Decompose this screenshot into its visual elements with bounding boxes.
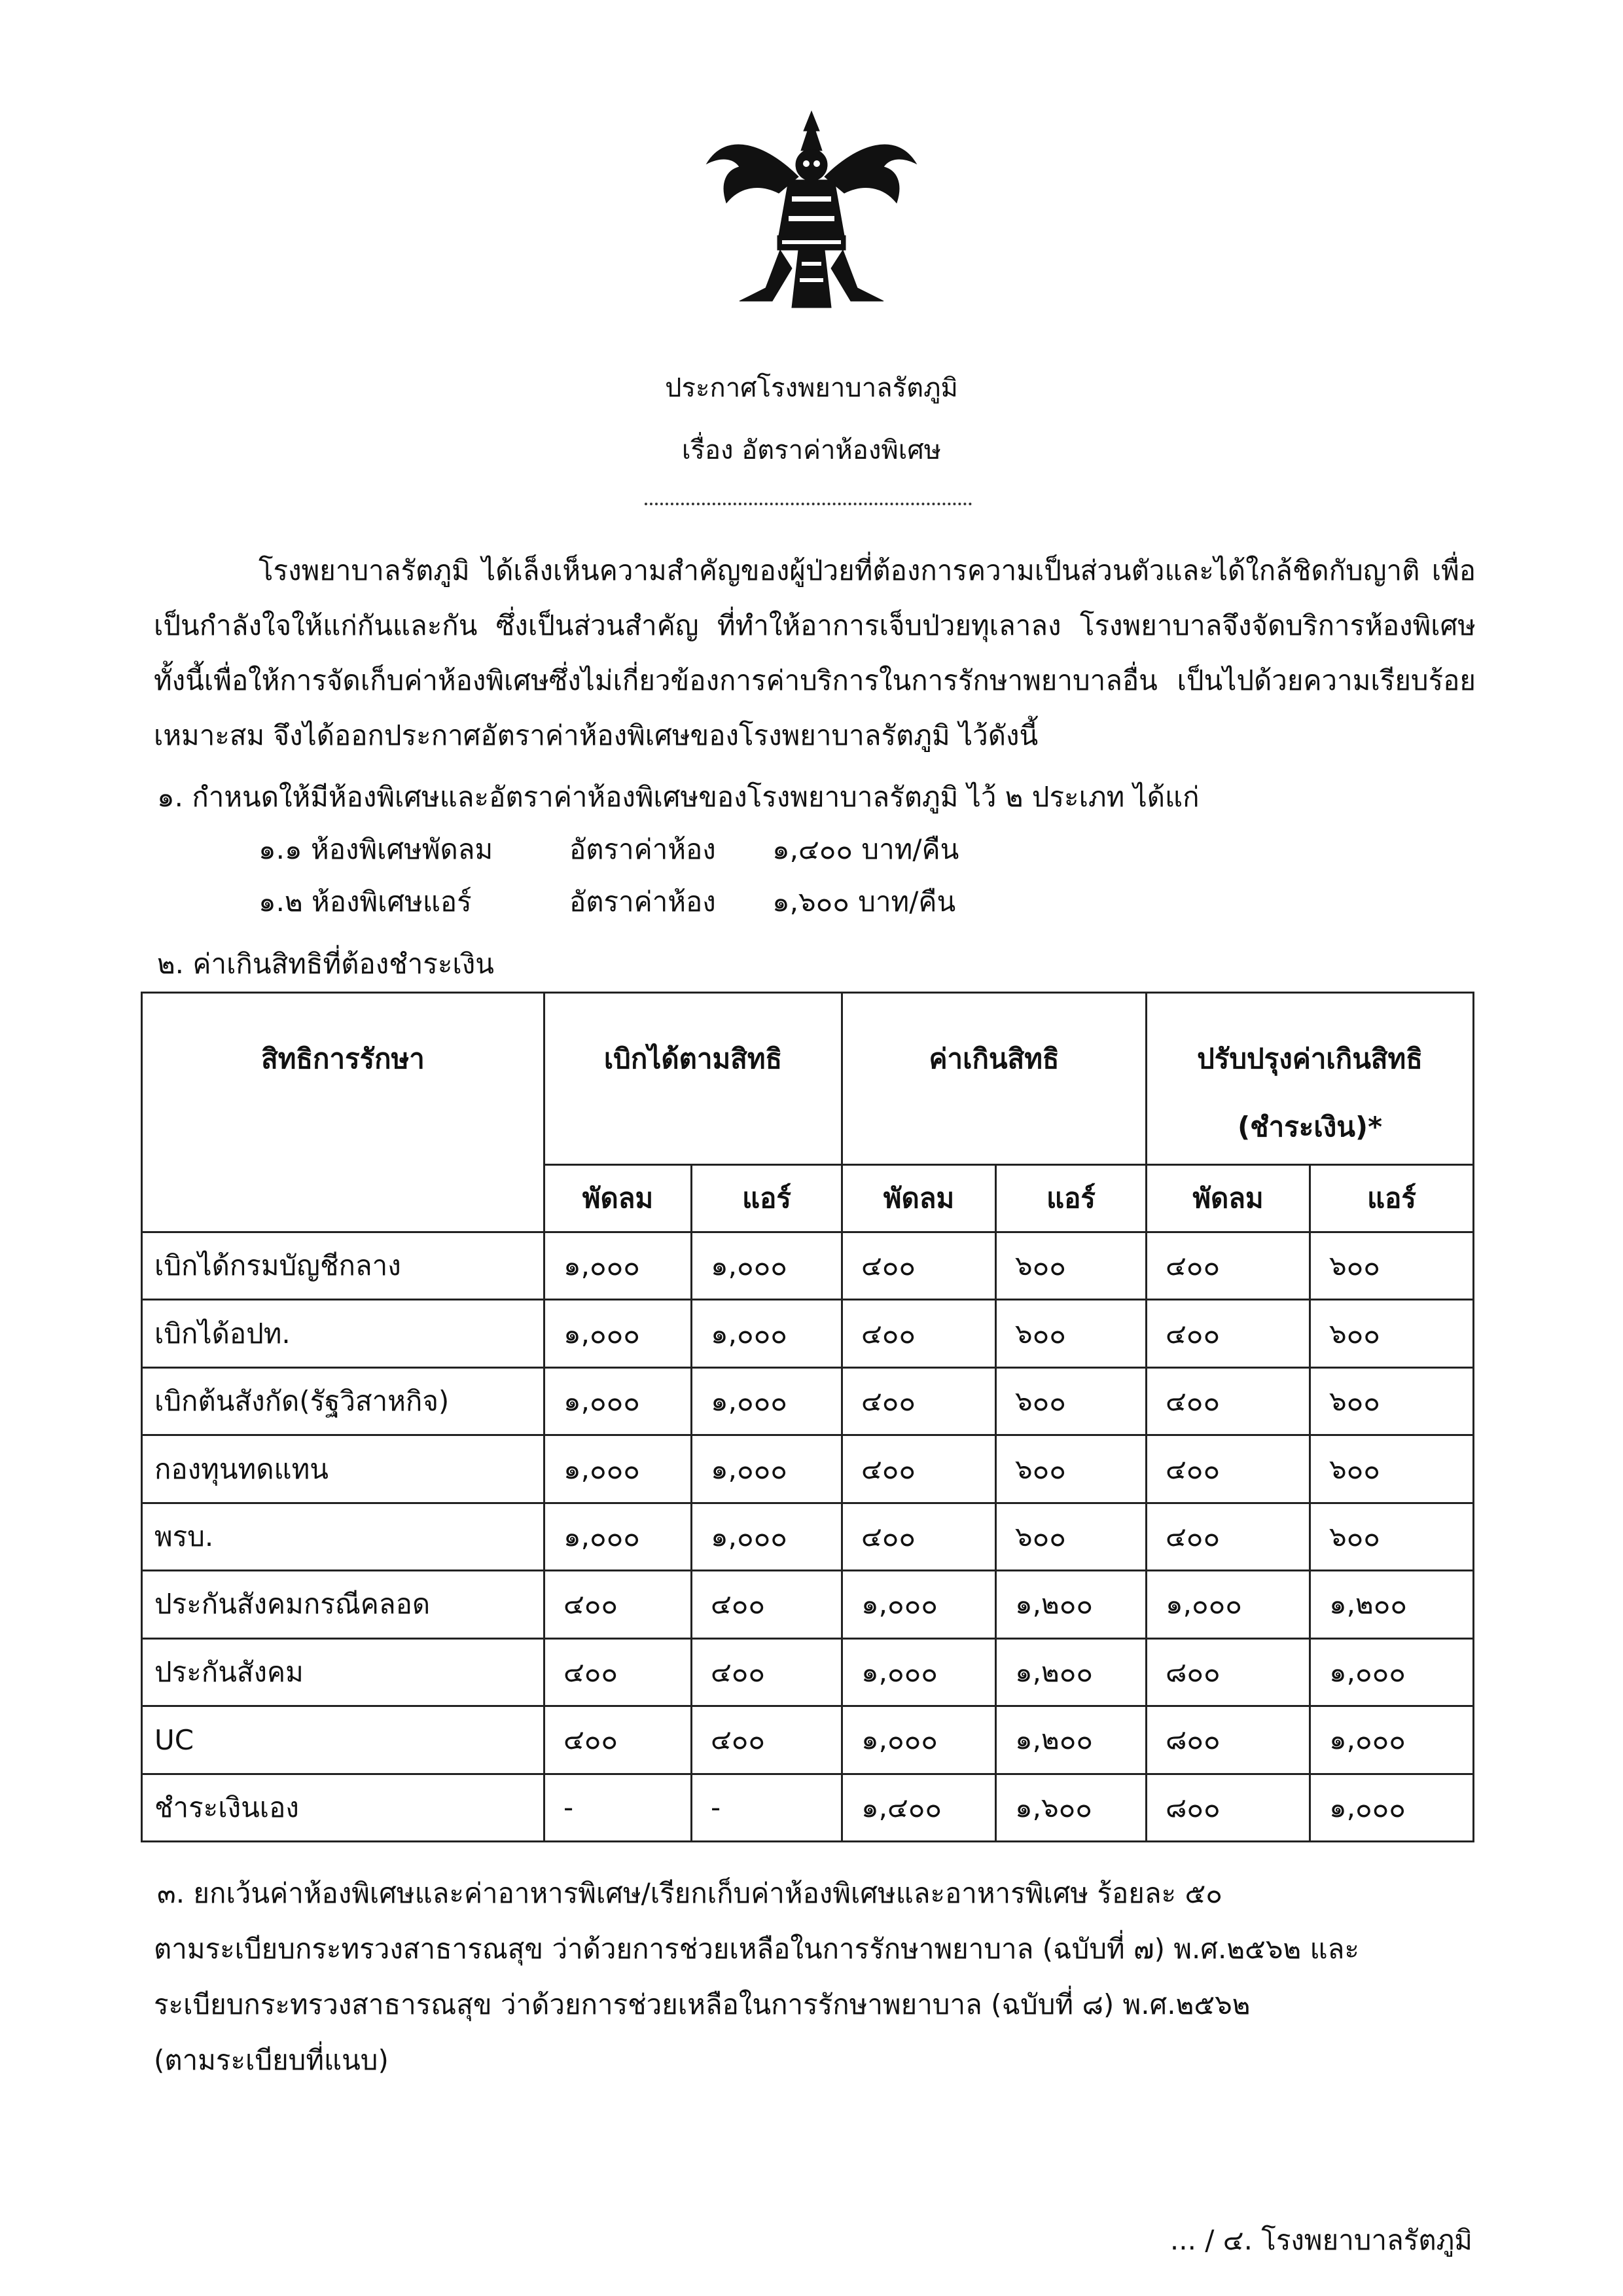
rights-cell: ชำระเงินเอง bbox=[142, 1774, 544, 1842]
value-cell: ๑,๖๐๐ bbox=[996, 1774, 1147, 1842]
room-fan-price: ๑,๔๐๐ บาท/คืน bbox=[772, 833, 959, 865]
rights-cell: ประกันสังคม bbox=[142, 1638, 544, 1706]
value-cell: ๑,๔๐๐ bbox=[842, 1774, 996, 1842]
value-cell: - bbox=[692, 1774, 842, 1842]
excess-rights-table bbox=[141, 992, 1474, 1842]
value-cell: ๔๐๐ bbox=[544, 1638, 692, 1706]
value-cell: ๑,๐๐๐ bbox=[1310, 1706, 1474, 1774]
section-3-line-2: ตามระเบียบกระทรวงสาธารณสุข ว่าด้วยการช่วยเหลือในการรักษาพยาบาล (ฉบับที่ ๗) พ.ศ.๒๕๖๒ และ bbox=[154, 1933, 1359, 1965]
value-cell: ๑,๒๐๐ bbox=[1310, 1571, 1474, 1638]
header-adjust-line1: ปรับปรุงค่าเกินสิทธิ bbox=[1197, 1043, 1423, 1075]
room-air-price: ๑,๖๐๐ บาท/คืน bbox=[772, 886, 956, 918]
rights-cell: เบิกต้นสังกัด(รัฐวิสาหกิจ) bbox=[142, 1367, 544, 1435]
section-3-line-3: ระเบียบกระทรวงสาธารณสุข ว่าด้วยการช่วยเหลือในการรักษาพยาบาล (ฉบับที่ ๘) พ.ศ.๒๕๖๒ bbox=[154, 1988, 1251, 2020]
value-cell: - bbox=[544, 1774, 692, 1842]
value-cell: ๔๐๐ bbox=[544, 1706, 692, 1774]
value-cell: ๑,๐๐๐ bbox=[544, 1367, 692, 1435]
room-fan-name: ๑.๑ ห้องพิเศษพัดลม bbox=[259, 833, 493, 865]
value-cell: ๑,๐๐๐ bbox=[544, 1232, 692, 1300]
value-cell: ๖๐๐ bbox=[1310, 1367, 1474, 1435]
section-2-text: ๒. ค่าเกินสิทธิที่ต้องชำระเงิน bbox=[157, 948, 494, 980]
value-cell: ๔๐๐ bbox=[842, 1503, 996, 1570]
value-cell: ๑,๐๐๐ bbox=[1310, 1638, 1474, 1706]
value-cell: ๖๐๐ bbox=[996, 1232, 1147, 1300]
value-cell: ๘๐๐ bbox=[1147, 1774, 1310, 1842]
value-cell: ๔๐๐ bbox=[1147, 1503, 1310, 1570]
table-row bbox=[142, 1638, 1474, 1706]
value-cell: ๔๐๐ bbox=[692, 1638, 842, 1706]
header-adjust bbox=[1147, 993, 1474, 1165]
header-adjust-line2: (ชำระเงิน)* bbox=[1237, 1111, 1383, 1143]
value-cell: ๖๐๐ bbox=[1310, 1300, 1474, 1367]
value-cell: ๑,๐๐๐ bbox=[692, 1367, 842, 1435]
value-cell: ๑,๐๐๐ bbox=[692, 1300, 842, 1367]
rights-cell: กองทุนทดแทน bbox=[142, 1435, 544, 1503]
header-adjust-air: แอร์ bbox=[1310, 1165, 1474, 1232]
value-cell: ๖๐๐ bbox=[996, 1503, 1147, 1570]
value-cell: ๔๐๐ bbox=[1147, 1367, 1310, 1435]
value-cell: ๑,๒๐๐ bbox=[996, 1638, 1147, 1706]
room-air-name: ๑.๒ ห้องพิเศษแอร์ bbox=[259, 886, 472, 918]
table-row bbox=[142, 1300, 1474, 1367]
value-cell: ๖๐๐ bbox=[1310, 1503, 1474, 1570]
value-cell: ๑,๐๐๐ bbox=[842, 1638, 996, 1706]
value-cell: ๔๐๐ bbox=[1147, 1300, 1310, 1367]
room-fan-rate-label: อัตราค่าห้อง bbox=[569, 833, 716, 865]
value-cell: ๑,๐๐๐ bbox=[842, 1571, 996, 1638]
room-air-rate-label: อัตราค่าห้อง bbox=[569, 886, 716, 918]
table-row bbox=[142, 1367, 1474, 1435]
header-reimburse-fan: พัดลม bbox=[544, 1165, 692, 1232]
table-row bbox=[142, 1435, 1474, 1503]
header-reimburse: เบิกได้ตามสิทธิ bbox=[544, 993, 842, 1165]
header-excess-fan: พัดลม bbox=[842, 1165, 996, 1232]
value-cell: ๑,๐๐๐ bbox=[544, 1300, 692, 1367]
rights-cell: เบิกได้อปท. bbox=[142, 1300, 544, 1367]
table-row bbox=[142, 1503, 1474, 1570]
rights-cell: UC bbox=[142, 1706, 544, 1774]
rights-cell: ประกันสังคมกรณีคลอด bbox=[142, 1571, 544, 1638]
value-cell: ๑,๒๐๐ bbox=[996, 1571, 1147, 1638]
header-rights: สิทธิการรักษา bbox=[142, 993, 544, 1232]
intro-paragraph: โรงพยาบาลรัตภูมิ ได้เล็งเห็นความสำคัญของผู้ป่วยที่ต้องการความเป็นส่วนตัวและได้ใกล้ชิดกับญาติ เพื่อเป็นกำลังใจให้แก่กันและกัน ซึ่งเป็นส่วนสำคัญ ที่ทำให้อาการเจ็บป่วยทุเลาลง โรงพยาบาลจึงจัดบริการห้องพิเศษ ทั้งนี้เพื่อให้การจัดเก็บค่าห้องพิเศษซึ่งไม่เกี่ยวข้องการค่าบริการในการรักษาพยาบาลอื่น เป็นไปด้วยความเรียบร้อยเหมาะสม จึงได้ออกประกาศอัตราค่าห้องพิเศษของโรงพยาบาลรัตภูมิ ไว้ดังนี้ bbox=[154, 554, 1476, 751]
title-divider bbox=[645, 503, 972, 505]
header-excess-air: แอร์ bbox=[996, 1165, 1147, 1232]
section-3-line-4: (ตามระเบียบที่แนบ) bbox=[154, 2044, 389, 2076]
value-cell: ๔๐๐ bbox=[692, 1706, 842, 1774]
value-cell: ๖๐๐ bbox=[996, 1367, 1147, 1435]
announcement-subject: เรื่อง อัตราค่าห้องพิเศษ bbox=[681, 435, 942, 465]
value-cell: ๔๐๐ bbox=[842, 1435, 996, 1503]
section-1-text: ๑. กำหนดให้มีห้องพิเศษและอัตราค่าห้องพิเศษของโรงพยาบาลรัตภูมิ ไว้ ๒ ประเภท ได้แก่ bbox=[157, 781, 1200, 813]
value-cell: ๑,๐๐๐ bbox=[692, 1232, 842, 1300]
value-cell: ๔๐๐ bbox=[842, 1232, 996, 1300]
announcement-title: ประกาศโรงพยาบาลรัตภูมิ bbox=[665, 373, 958, 403]
rights-cell: พรบ. bbox=[142, 1503, 544, 1570]
table-row bbox=[142, 1774, 1474, 1842]
table-row bbox=[142, 1232, 1474, 1300]
header-excess: ค่าเกินสิทธิ bbox=[842, 993, 1147, 1165]
rights-cell: เบิกได้กรมบัญชีกลาง bbox=[142, 1232, 544, 1300]
value-cell: ๘๐๐ bbox=[1147, 1638, 1310, 1706]
value-cell: ๔๐๐ bbox=[842, 1300, 996, 1367]
garuda-emblem-icon bbox=[700, 105, 923, 321]
value-cell: ๑,๒๐๐ bbox=[996, 1706, 1147, 1774]
value-cell: ๔๐๐ bbox=[842, 1367, 996, 1435]
value-cell: ๘๐๐ bbox=[1147, 1706, 1310, 1774]
value-cell: ๑,๐๐๐ bbox=[1147, 1571, 1310, 1638]
value-cell: ๑,๐๐๐ bbox=[544, 1435, 692, 1503]
value-cell: ๔๐๐ bbox=[692, 1571, 842, 1638]
value-cell: ๔๐๐ bbox=[544, 1571, 692, 1638]
value-cell: ๖๐๐ bbox=[996, 1435, 1147, 1503]
continuation-note: ... / ๔. โรงพยาบาลรัตภูมิ bbox=[1169, 2224, 1472, 2256]
table-row bbox=[142, 1571, 1474, 1638]
header-adjust-fan: พัดลม bbox=[1147, 1165, 1310, 1232]
value-cell: ๖๐๐ bbox=[996, 1300, 1147, 1367]
value-cell: ๖๐๐ bbox=[1310, 1435, 1474, 1503]
value-cell: ๔๐๐ bbox=[1147, 1435, 1310, 1503]
value-cell: ๑,๐๐๐ bbox=[842, 1706, 996, 1774]
value-cell: ๑,๐๐๐ bbox=[1310, 1774, 1474, 1842]
value-cell: ๑,๐๐๐ bbox=[692, 1435, 842, 1503]
value-cell: ๖๐๐ bbox=[1310, 1232, 1474, 1300]
value-cell: ๔๐๐ bbox=[1147, 1232, 1310, 1300]
value-cell: ๑,๐๐๐ bbox=[692, 1503, 842, 1570]
value-cell: ๑,๐๐๐ bbox=[544, 1503, 692, 1570]
table-row bbox=[142, 1706, 1474, 1774]
header-reimburse-air: แอร์ bbox=[692, 1165, 842, 1232]
section-3-line-1: ๓. ยกเว้นค่าห้องพิเศษและค่าอาหารพิเศษ/เรียกเก็บค่าห้องพิเศษและอาหารพิเศษ ร้อยละ ๕๐ bbox=[157, 1877, 1222, 1909]
